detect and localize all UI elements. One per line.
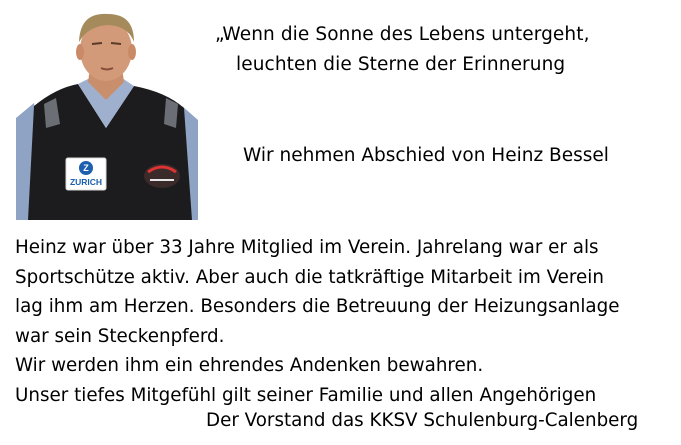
body-line: Heinz war über 33 Jahre Mitglied im Verein. Jahrelang war er als [15,237,599,258]
body-line: Sportschütze aktiv. Aber auch die tatkräftige Mitarbeit im Verein [15,266,604,288]
body-line: lag ihm am Herzen. Besonders die Betreuung der Heizungsanlage [15,296,620,318]
body-line: war sein Steckenpferd. [15,325,225,347]
zurich-logo-letter: Z [83,163,89,173]
body-line: Unser tiefes Mitgefühl gilt seiner Familie und allen Angehörigen [15,384,597,406]
body-line: Wir werden ihm ein ehrendes Andenken bewahren. [15,355,484,377]
farewell-heading: Wir nehmen Abschied von Heinz Bessel [243,145,609,166]
portrait-photo [16,8,198,220]
quote-line-1: „Wenn die Sonne des Lebens untergeht, [215,24,590,45]
signature-line: Der Vorstand das KKSV Schulenburg-Calenberg [206,410,639,431]
obituary-body [15,233,675,411]
zurich-logo-text: ZURICH [69,177,103,187]
quote-line-2: leuchten die Sterne der Erinnerung [236,54,566,75]
